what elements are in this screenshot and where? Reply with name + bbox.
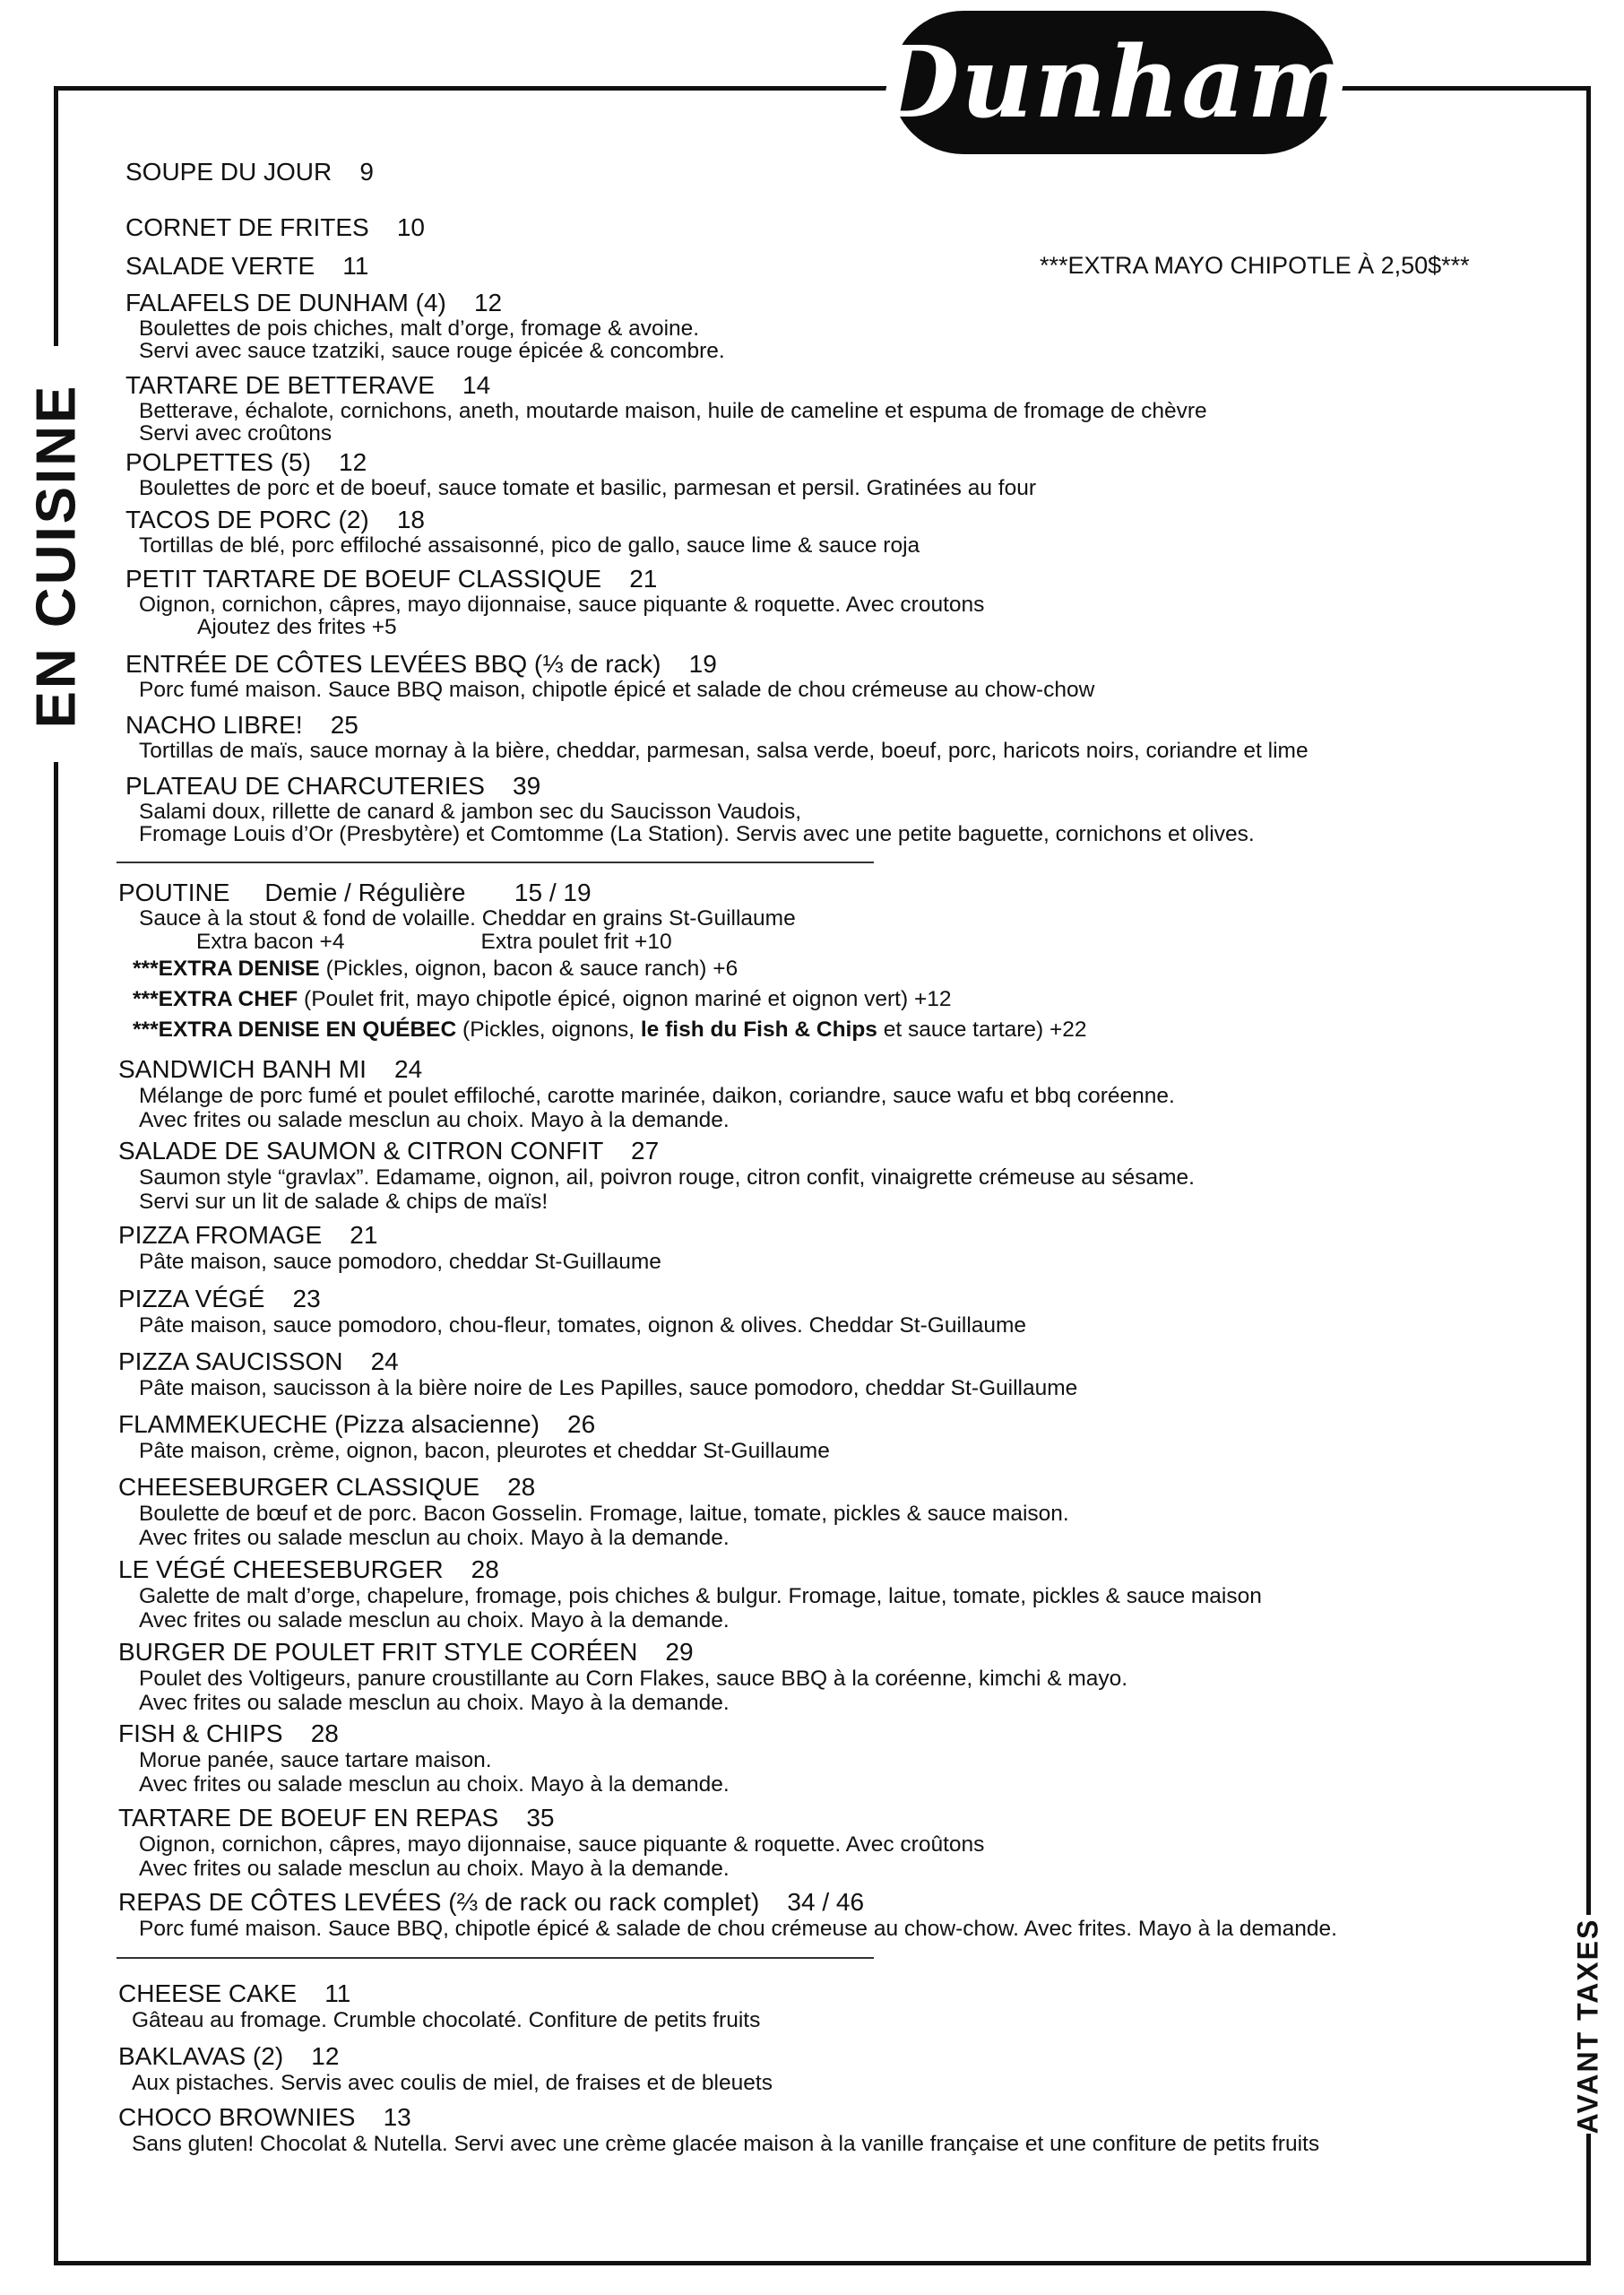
item-title: CHEESEBURGER CLASSIQUE 28 bbox=[118, 1473, 536, 1501]
menu-item bbox=[118, 1473, 1069, 1550]
item-title: BURGER DE POULET FRIT STYLE CORÉEN 29 bbox=[118, 1638, 694, 1666]
item-title: POUTINE Demie / Régulière 15 / 19 bbox=[118, 879, 592, 906]
menu-item bbox=[125, 650, 1094, 701]
item-description: Servi avec sauce tzatziki, sauce rouge épicée & concombre. bbox=[139, 339, 725, 363]
item-title: FALAFELS DE DUNHAM (4) 12 bbox=[125, 289, 503, 316]
item-description: Fromage Louis d’Or (Presbytère) et Comtomme (La Station). Servis avec une petite baguette, cornichons et olives. bbox=[139, 822, 1255, 846]
option-name: ***EXTRA DENISE EN QUÉBEC bbox=[133, 1018, 457, 1042]
frame-border-top-right bbox=[1335, 86, 1591, 91]
frame-border-left-lower bbox=[54, 762, 58, 2265]
item-title: LE VÉGÉ CHEESEBURGER 28 bbox=[118, 1555, 499, 1583]
menu-item bbox=[118, 1137, 1195, 1214]
menu-item bbox=[118, 1638, 1127, 1715]
menu-item bbox=[118, 1555, 1262, 1632]
item-description: Mélange de porc fumé et poulet effiloché, carotte marinée, daikon, coriandre, sauce wafu et bbq coréenne. bbox=[139, 1084, 1175, 1108]
item-description: Galette de malt d’orge, chapelure, fromage, pois chiches & bulgur. Fromage, laitue, tomate, pickles & sauce maison bbox=[139, 1584, 1262, 1608]
item-description: Avec frites ou salade mesclun au choix. Mayo à la demande. bbox=[139, 1772, 730, 1797]
menu-item bbox=[125, 289, 725, 362]
item-extra: Ajoutez des frites +5 bbox=[197, 615, 397, 639]
item-title: NACHO LIBRE! 25 bbox=[125, 711, 358, 739]
item-description: Poulet des Voltigeurs, panure croustillante au Corn Flakes, sauce BBQ à la coréenne, kimchi & mayo. bbox=[139, 1667, 1128, 1691]
poutine-option bbox=[118, 984, 1087, 1015]
item-description: Pâte maison, saucisson à la bière noire de Les Papilles, sauce pomodoro, cheddar St-Guillaume bbox=[139, 1376, 1078, 1400]
item-title: PLATEAU DE CHARCUTERIES 39 bbox=[125, 772, 541, 800]
item-description: Sauce à la stout & fond de volaille. Cheddar en grains St-Guillaume bbox=[139, 906, 796, 931]
menu-item bbox=[118, 1347, 1077, 1400]
item-title: TACOS DE PORC (2) 18 bbox=[125, 506, 425, 533]
option-detail: (Pickles, oignons, bbox=[456, 1018, 641, 1042]
en-cuisine-label: EN CUISINE bbox=[25, 383, 88, 729]
section-divider bbox=[117, 862, 874, 863]
option-highlight: le fish du Fish & Chips bbox=[640, 1018, 877, 1042]
frame-border-bottom bbox=[54, 2261, 1591, 2265]
extra-bacon: Extra bacon +4 bbox=[196, 930, 345, 954]
menu-item bbox=[118, 2103, 1319, 2156]
poutine-extras bbox=[118, 930, 1087, 954]
item-description: Betterave, échalote, cornichons, aneth, moutarde maison, huile de cameline et espuma de fromage de chèvre bbox=[139, 399, 1207, 423]
item-title: ENTRÉE DE CÔTES LEVÉES BBQ (⅓ de rack) 19 bbox=[125, 650, 717, 678]
menu-item bbox=[125, 158, 374, 186]
item-title: CHEESE CAKE 11 bbox=[118, 1979, 351, 2007]
item-title: SALADE DE SAUMON & CITRON CONFIT 27 bbox=[118, 1137, 660, 1165]
item-description: Boulettes de pois chiches, malt d’orge, fromage & avoine. bbox=[139, 316, 700, 341]
item-description: Morue panée, sauce tartare maison. bbox=[139, 1748, 492, 1772]
item-title: FLAMMEKUECHE (Pizza alsacienne) 26 bbox=[118, 1410, 596, 1438]
menu-item bbox=[118, 1804, 984, 1881]
item-description: Avec frites ou salade mesclun au choix. Mayo à la demande. bbox=[139, 1857, 730, 1881]
item-description: Pâte maison, sauce pomodoro, chou-fleur, tomates, oignon & olives. Cheddar St-Guillaume bbox=[139, 1313, 1027, 1338]
extra-poulet: Extra poulet frit +10 bbox=[480, 930, 672, 954]
option-detail: (Pickles, oignon, bacon & sauce ranch) +6 bbox=[319, 957, 739, 981]
item-title: BAKLAVAS (2) 12 bbox=[118, 2042, 340, 2070]
item-title: REPAS DE CÔTES LEVÉES (⅔ de rack ou rack complet) 34 / 46 bbox=[118, 1888, 865, 1916]
item-description: Saumon style “gravlax”. Edamame, oignon, ail, poivron rouge, citron confit, vinaigrette crémeuse au sésame. bbox=[139, 1165, 1195, 1190]
item-description: Porc fumé maison. Sauce BBQ, chipotle épicé & salade de chou crémeuse au chow-chow. Avec frites. Mayo à la demande. bbox=[139, 1917, 1337, 1941]
menu-item bbox=[118, 1055, 1175, 1132]
option-name: ***EXTRA CHEF bbox=[133, 987, 298, 1011]
item-description: Tortillas de maïs, sauce mornay à la bière, cheddar, parmesan, salsa verde, boeuf, porc, haricots noirs, coriandre et lime bbox=[139, 739, 1309, 763]
menu-item bbox=[125, 772, 1255, 845]
frame-border-right-upper bbox=[1586, 86, 1591, 1915]
option-name: ***EXTRA DENISE bbox=[133, 957, 320, 981]
item-description: Oignon, cornichon, câpres, mayo dijonnaise, sauce piquante & roquette. Avec croûtons bbox=[139, 1832, 985, 1857]
item-description: Avec frites ou salade mesclun au choix. Mayo à la demande. bbox=[139, 1608, 730, 1632]
item-title: TARTARE DE BOEUF EN REPAS 35 bbox=[118, 1804, 555, 1832]
frame-border-right-lower bbox=[1586, 2134, 1591, 2265]
item-description: Pâte maison, crème, oignon, bacon, pleurotes et cheddar St-Guillaume bbox=[139, 1439, 830, 1463]
item-description: Pâte maison, sauce pomodoro, cheddar St-Guillaume bbox=[139, 1250, 661, 1274]
item-description: Servi sur un lit de salade & chips de maïs! bbox=[139, 1190, 549, 1214]
side-label-left bbox=[25, 359, 88, 753]
menu-item bbox=[118, 1888, 1337, 1941]
item-description: Sans gluten! Chocolat & Nutella. Servi avec une crème glacée maison à la vanille française et une confiture de petits fruits bbox=[132, 2132, 1320, 2156]
avant-taxes-label: AVANT TAXES bbox=[1571, 1918, 1604, 2135]
item-title: SALADE VERTE 11 bbox=[125, 252, 369, 280]
item-description: Avec frites ou salade mesclun au choix. Mayo à la demande. bbox=[139, 1108, 730, 1132]
option-detail: et sauce tartare) +22 bbox=[877, 1018, 1087, 1042]
menu-item bbox=[125, 371, 1207, 445]
item-description: Tortillas de blé, porc effiloché assaisonné, pico de gallo, sauce lime & sauce roja bbox=[139, 533, 920, 558]
menu-item bbox=[125, 506, 920, 557]
item-title: POLPETTES (5) 12 bbox=[125, 448, 367, 476]
item-title: FISH & CHIPS 28 bbox=[118, 1719, 339, 1747]
poutine-option bbox=[118, 1015, 1087, 1045]
item-description: Salami doux, rillette de canard & jambon sec du Saucisson Vaudois, bbox=[139, 800, 802, 824]
item-description: Gâteau au fromage. Crumble chocolaté. Confiture de petits fruits bbox=[132, 2008, 761, 2032]
dunham-logo bbox=[874, 11, 1353, 154]
menu-item bbox=[125, 565, 984, 638]
item-description: Oignon, cornichon, câpres, mayo dijonnaise, sauce piquante & roquette. Avec croutons bbox=[139, 593, 985, 617]
item-title: PIZZA VÉGÉ 23 bbox=[118, 1285, 321, 1312]
item-description: Boulette de bœuf et de porc. Bacon Gosselin. Fromage, laitue, tomate, pickles & sauce maison. bbox=[139, 1502, 1069, 1526]
item-title: SANDWICH BANH MI 24 bbox=[118, 1055, 423, 1083]
poutine-option bbox=[118, 954, 1087, 984]
menu-item bbox=[118, 2042, 773, 2095]
item-description: Boulettes de porc et de boeuf, sauce tomate et basilic, parmesan et persil. Gratinées au four bbox=[139, 476, 1036, 500]
menu-item bbox=[125, 448, 1036, 499]
item-title: SOUPE DU JOUR 9 bbox=[125, 158, 374, 186]
item-description: Avec frites ou salade mesclun au choix. Mayo à la demande. bbox=[139, 1691, 730, 1715]
menu-item bbox=[118, 1410, 830, 1463]
logo-text: Dunham bbox=[874, 24, 1353, 140]
menu-item bbox=[118, 1285, 1026, 1338]
item-title: PETIT TARTARE DE BOEUF CLASSIQUE 21 bbox=[125, 565, 658, 593]
menu-item bbox=[125, 252, 368, 281]
side-label-right bbox=[1561, 1918, 1615, 2134]
frame-border-left-upper bbox=[54, 86, 58, 346]
item-title: TARTARE DE BETTERAVE 14 bbox=[125, 371, 491, 399]
item-description: Avec frites ou salade mesclun au choix. Mayo à la demande. bbox=[139, 1526, 730, 1550]
menu-item bbox=[118, 1221, 661, 1274]
item-description: Servi avec croûtons bbox=[139, 421, 333, 446]
item-title: CHOCO BROWNIES 13 bbox=[118, 2103, 411, 2131]
frame-border-top bbox=[54, 86, 892, 91]
extra-mayo-notice: ***EXTRA MAYO CHIPOTLE À 2,50$*** bbox=[1040, 252, 1470, 279]
item-title: PIZZA SAUCISSON 24 bbox=[118, 1347, 399, 1375]
item-title: CORNET DE FRITES 10 bbox=[125, 213, 425, 241]
option-detail: (Poulet frit, mayo chipotle épicé, oignon mariné et oignon vert) +12 bbox=[298, 987, 952, 1011]
item-description: Porc fumé maison. Sauce BBQ maison, chipotle épicé et salade de chou crémeuse au chow-chow bbox=[139, 678, 1095, 702]
menu-item bbox=[118, 1719, 730, 1797]
menu-item bbox=[118, 1979, 760, 2032]
menu-item-poutine bbox=[118, 879, 1087, 1045]
item-description: Aux pistaches. Servis avec coulis de miel, de fraises et de bleuets bbox=[132, 2071, 773, 2095]
menu-item bbox=[125, 213, 425, 242]
section-divider bbox=[117, 1957, 874, 1959]
item-title: PIZZA FROMAGE 21 bbox=[118, 1221, 378, 1249]
menu-item bbox=[125, 711, 1309, 762]
